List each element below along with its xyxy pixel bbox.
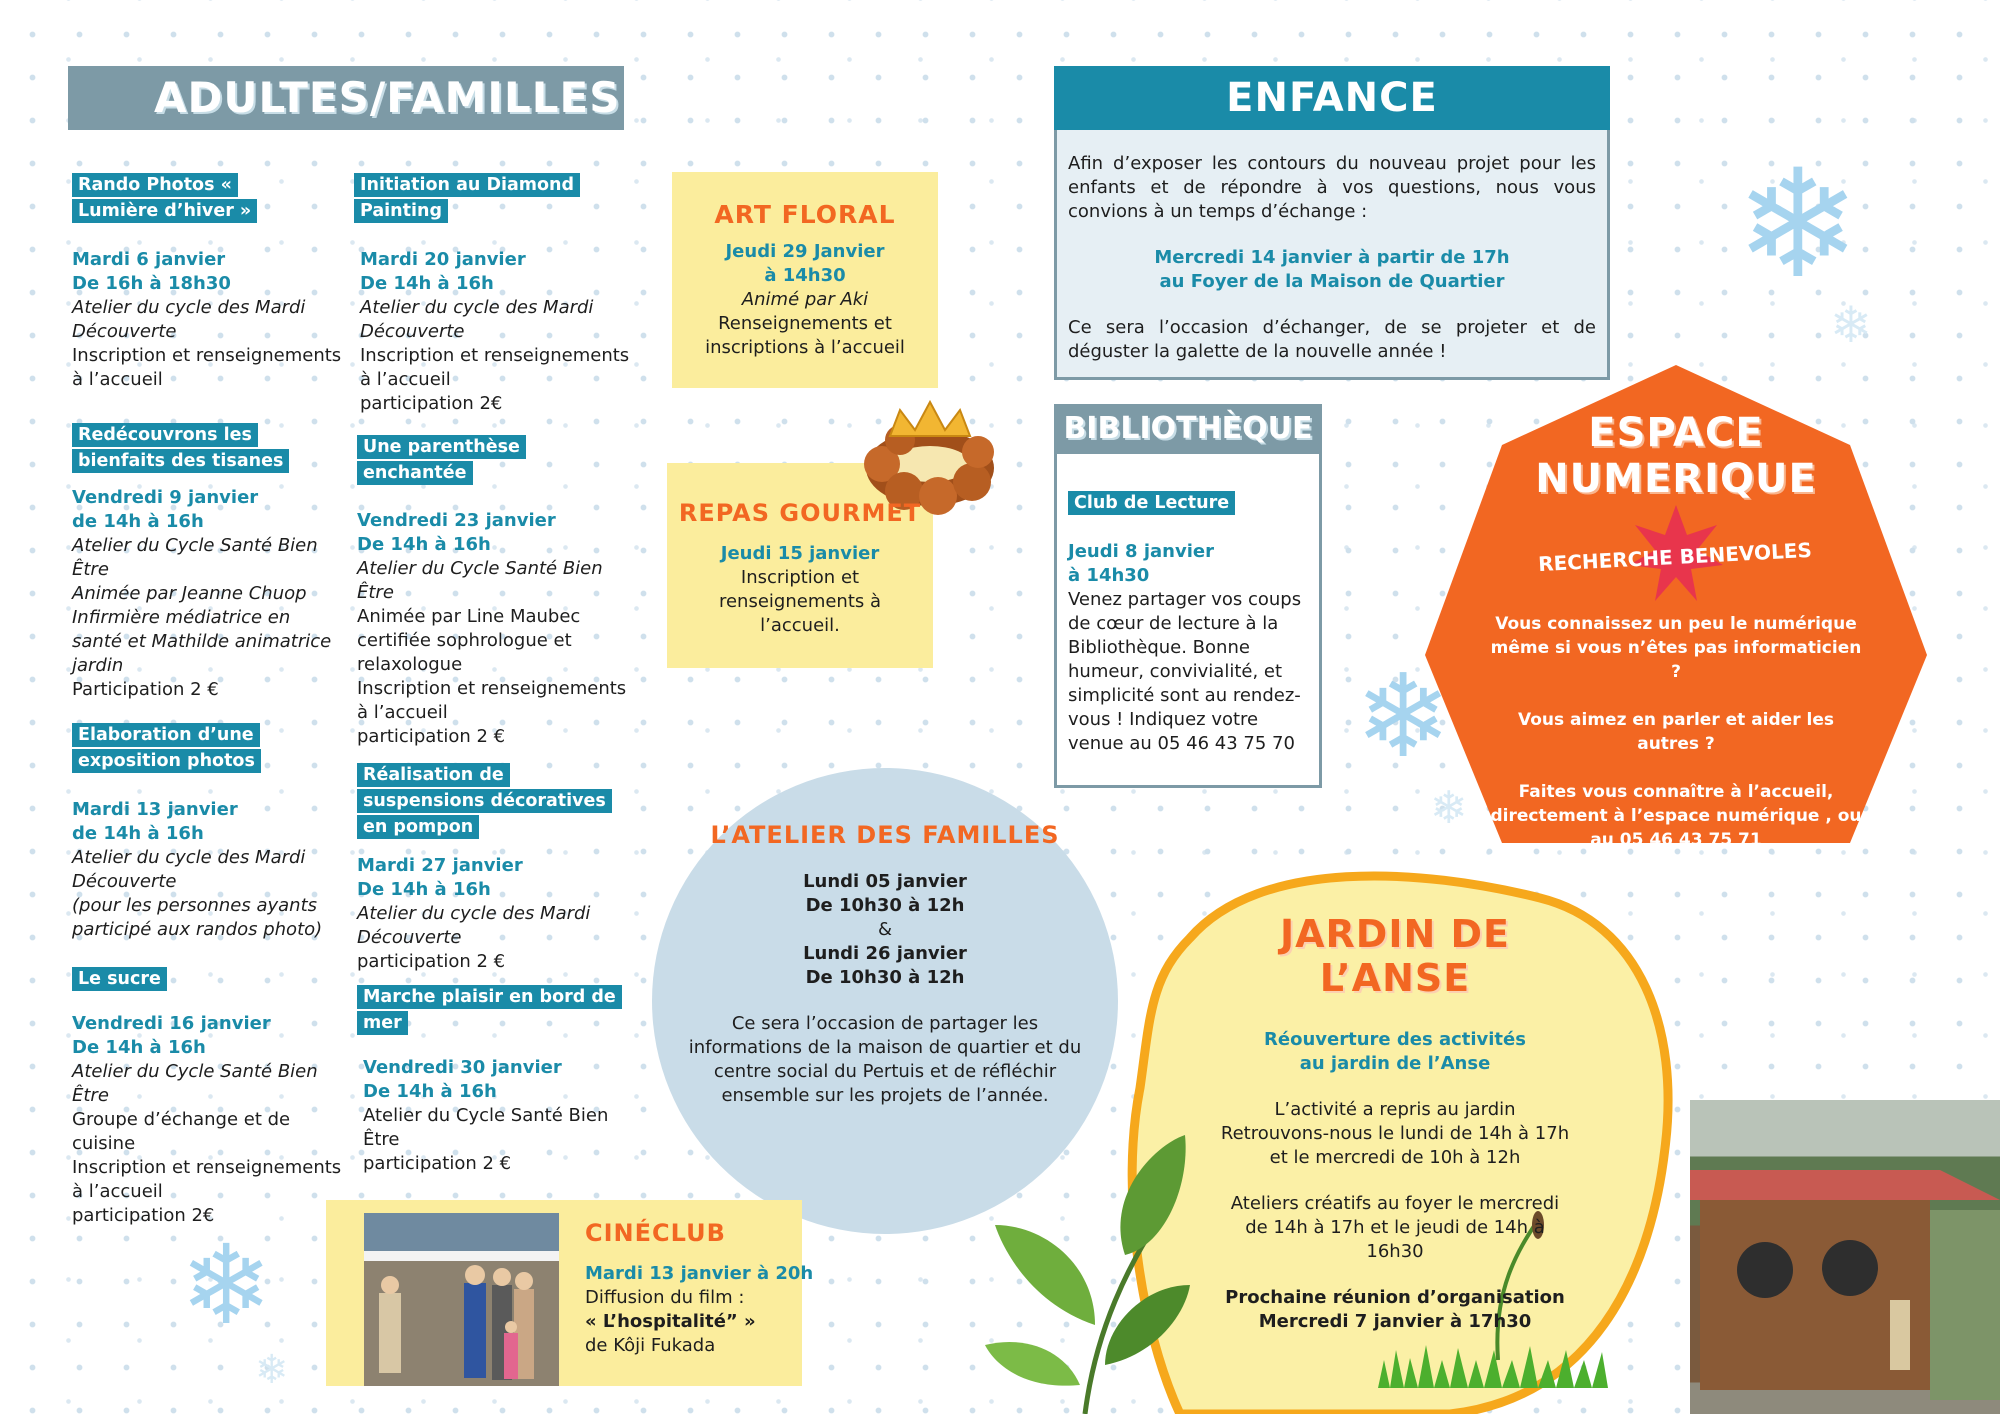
- event-note: participation 2€: [72, 1205, 215, 1226]
- jardin-title-2: L’ANSE: [1319, 956, 1471, 1000]
- atelier-content: [682, 818, 1088, 1108]
- jardin-date-2: au jardin de l’Anse: [1299, 1053, 1491, 1074]
- event-parenthese: [357, 434, 627, 749]
- jardin-b1: Prochaine réunion d’organisation: [1225, 1287, 1565, 1308]
- event-note: Atelier du Cycle Santé Bien Être: [363, 1105, 609, 1150]
- art-floral-title: ART FLORAL: [714, 200, 896, 229]
- numerique-subtitle: RECHERCHE BENEVOLES: [1537, 537, 1813, 577]
- event-tag: Réalisation de suspensions décoratives en pompon: [357, 763, 612, 839]
- event-italic: Atelier du Cycle Santé Bien Être: [357, 558, 603, 603]
- event-note: Groupe d’échange et de cuisine: [72, 1109, 291, 1154]
- jardin-title-1: JARDIN DE: [1279, 912, 1511, 956]
- numerique-p3: Faites vous connaître à l’accueil, directement à l’espace numérique , ou au 05 46 43 75 71: [1490, 782, 1862, 850]
- atelier-amp: &: [877, 919, 893, 940]
- event-time: De 14h à 16h: [360, 273, 494, 294]
- event-italic: (pour les personnes ayants participé aux randos photo): [72, 895, 323, 940]
- event-note: participation 2€: [360, 393, 503, 414]
- event-date: Mardi 6 janvier: [72, 249, 226, 270]
- art-floral-note: Renseignements et inscriptions à l’accueil: [705, 313, 905, 358]
- event-exposition: [72, 722, 342, 942]
- enfance-header: [1054, 66, 1610, 130]
- snowflake-icon: ❄: [1355, 650, 1452, 784]
- jardin-p3: et le mercredi de 10h à 12h: [1269, 1147, 1521, 1168]
- event-note: participation 2 €: [357, 726, 506, 747]
- numerique-p1: Vous connaissez un peu le numérique même si vous n’êtes pas informaticien ?: [1490, 614, 1862, 682]
- atelier-text: Ce sera l’occasion de partager les informations de la maison de quartier et du centre social du Pertuis et de réfléchir ensemble sur les projets de l’année.: [688, 1013, 1082, 1106]
- event-date: Vendredi 30 janvier: [363, 1057, 562, 1078]
- event-time: de 14h à 16h: [72, 823, 204, 844]
- atelier-title: L’ATELIER DES FAMILLES: [710, 821, 1060, 849]
- atelier-time-1: De 10h30 à 12h: [805, 895, 965, 916]
- event-italic: Atelier du cycle des Mardi Découverte: [357, 903, 591, 948]
- event-italic: Atelier du Cycle Santé Bien Être: [72, 535, 318, 580]
- enfance-p2: Ce sera l’occasion d’échanger, de se projeter et de déguster la galette de la nouvelle année !: [1068, 317, 1596, 362]
- biblio-time: à 14h30: [1068, 565, 1150, 586]
- event-tag: Une parenthèse enchantée: [357, 435, 526, 485]
- event-tag: Elaboration d’une exposition photos: [72, 723, 261, 773]
- atelier-date-1: Lundi 05 janvier: [803, 871, 967, 892]
- event-time: de 14h à 16h: [72, 511, 204, 532]
- art-floral-animator: Animé par Aki: [741, 289, 869, 310]
- event-italic: Atelier du cycle des Mardi Découverte: [72, 297, 306, 342]
- event-note: Inscription et renseignements à l’accueil: [360, 345, 630, 390]
- event-tag: Le sucre: [72, 967, 167, 991]
- art-floral-time: à 14h30: [764, 265, 846, 286]
- event-sucre: [72, 966, 342, 1228]
- enfance-date-2: au Foyer de la Maison de Quartier: [1159, 271, 1505, 292]
- enfance-date-1: Mercredi 14 janvier à partir de 17h: [1154, 247, 1510, 268]
- film-image: [364, 1213, 559, 1386]
- jardin-content: [1215, 1028, 1575, 1334]
- cineclub-film: « L’hospitalité” »: [585, 1311, 756, 1332]
- snowflake-icon: ❄: [255, 1347, 289, 1393]
- atelier-date-2: Lundi 26 janvier: [803, 943, 967, 964]
- numerique-p2: Vous aimez en parler et aider les autres ?: [1518, 710, 1834, 754]
- event-italic: Atelier du Cycle Santé Bien Être: [72, 1061, 318, 1106]
- event-tag: Redécouvrons les bienfaits des tisanes: [72, 423, 289, 473]
- repas-date: Jeudi 15 janvier: [720, 543, 880, 564]
- adultes-header: [68, 66, 624, 130]
- garden-photo: [1690, 1100, 2000, 1414]
- atelier-time-2: De 10h30 à 12h: [805, 967, 965, 988]
- jardin-b2: Mercredi 7 janvier à 17h30: [1258, 1311, 1532, 1332]
- jardin-p1: L’activité a repris au jardin: [1274, 1099, 1516, 1120]
- biblio-tag: Club de Lecture: [1068, 491, 1235, 515]
- event-italic: Atelier du cycle des Mardi Découverte: [72, 847, 306, 892]
- biblio-date: Jeudi 8 janvier: [1068, 541, 1214, 562]
- enfance-title: ENFANCE: [1226, 75, 1438, 121]
- repas-note: Inscription et renseignements à l’accueil.: [718, 567, 882, 636]
- adultes-title: ADULTES/FAMILLES: [154, 73, 621, 122]
- jardin-p2: Retrouvons-nous le lundi de 14h à 17h: [1220, 1123, 1570, 1144]
- leaf-illustration: [985, 1135, 1195, 1414]
- jardin-title: [1260, 912, 1530, 1000]
- snowflake-icon: ❄: [1830, 296, 1872, 354]
- numerique-title: [1425, 410, 1927, 502]
- biblio-title: BIBLIOTHÈQUE: [1063, 411, 1313, 446]
- numerique-content: [1485, 612, 1867, 852]
- event-pompon: [357, 762, 637, 974]
- event-diamond-painting: [354, 172, 644, 416]
- repas-title: REPAS GOURMET: [678, 499, 922, 527]
- event-note: participation 2 €: [357, 951, 506, 972]
- event-date: Mardi 27 janvier: [357, 855, 523, 876]
- event-italic: Animée par Jeanne Chuop Infirmière médiatrice en santé et Mathilde animatrice jardin: [72, 583, 332, 676]
- cineclub-director: de Kôji Fukada: [585, 1335, 716, 1356]
- numerique-title-1: ESPACE: [1588, 410, 1764, 456]
- snowflake-icon: ❄: [180, 1221, 273, 1349]
- event-rando-photos: [72, 172, 342, 392]
- event-note: Inscription et renseignements à l’accueil: [357, 678, 627, 723]
- event-note: participation 2 €: [363, 1153, 512, 1174]
- jardin-p4: Ateliers créatifs au foyer le mercredi de 14h à 17h et le jeudi de 14h à 16h30: [1230, 1193, 1560, 1262]
- event-time: De 14h à 16h: [72, 1037, 206, 1058]
- event-note: Animée par Line Maubec certifiée sophrologue et relaxologue: [357, 606, 581, 675]
- event-note: Participation 2 €: [72, 679, 219, 700]
- biblio-content: [1068, 490, 1318, 756]
- snowflake-icon: ❄: [1735, 138, 1861, 312]
- art-floral-date: Jeudi 29 Janvier: [725, 241, 885, 262]
- cineclub-line: Diffusion du film :: [585, 1287, 745, 1308]
- event-date: Vendredi 9 janvier: [72, 487, 259, 508]
- snowflake-icon: ❄: [1430, 781, 1468, 834]
- event-note: Inscription et renseignements à l’accueil: [72, 345, 342, 390]
- event-date: Mardi 20 janvier: [360, 249, 526, 270]
- event-time: De 14h à 16h: [363, 1081, 497, 1102]
- event-note: Inscription et renseignements à l’accueil: [72, 1157, 342, 1202]
- event-date: Vendredi 16 janvier: [72, 1013, 271, 1034]
- event-marche: [357, 984, 647, 1176]
- cineclub-content: [585, 1216, 814, 1358]
- event-tag: Rando Photos « Lumière d’hiver »: [72, 173, 257, 223]
- cineclub-title: CINÉCLUB: [585, 1219, 726, 1247]
- enfance-p1: Afin d’exposer les contours du nouveau projet pour les enfants et de répondre à vos questions, nous vous convions à un temps d’échange :: [1068, 153, 1596, 222]
- art-floral-content: [672, 198, 938, 360]
- repas-content: [667, 496, 933, 638]
- event-time: De 14h à 16h: [357, 879, 491, 900]
- event-date: Mardi 13 janvier: [72, 799, 238, 820]
- event-time: De 14h à 16h: [357, 534, 491, 555]
- biblio-header: [1054, 404, 1322, 454]
- enfance-content: [1068, 152, 1596, 364]
- biblio-text: Venez partager vos coups de cœur de lecture à la Bibliothèque. Bonne humeur, convivialité, et simplicité sont au rendez-vous ! Indiquez votre venue au 05 46 43 75 70: [1068, 589, 1302, 754]
- jardin-date-1: Réouverture des activités: [1264, 1029, 1526, 1050]
- event-time: De 16h à 18h30: [72, 273, 231, 294]
- numerique-title-2: NUMERIQUE: [1535, 456, 1817, 502]
- event-date: Vendredi 23 janvier: [357, 510, 556, 531]
- event-tisanes: [72, 422, 342, 702]
- cineclub-date: Mardi 13 janvier à 20h: [585, 1263, 814, 1284]
- event-tag: Marche plaisir en bord de mer: [357, 985, 622, 1035]
- event-italic: Atelier du cycle des Mardi Découverte: [360, 297, 594, 342]
- event-tag: Initiation au Diamond Painting: [354, 173, 580, 223]
